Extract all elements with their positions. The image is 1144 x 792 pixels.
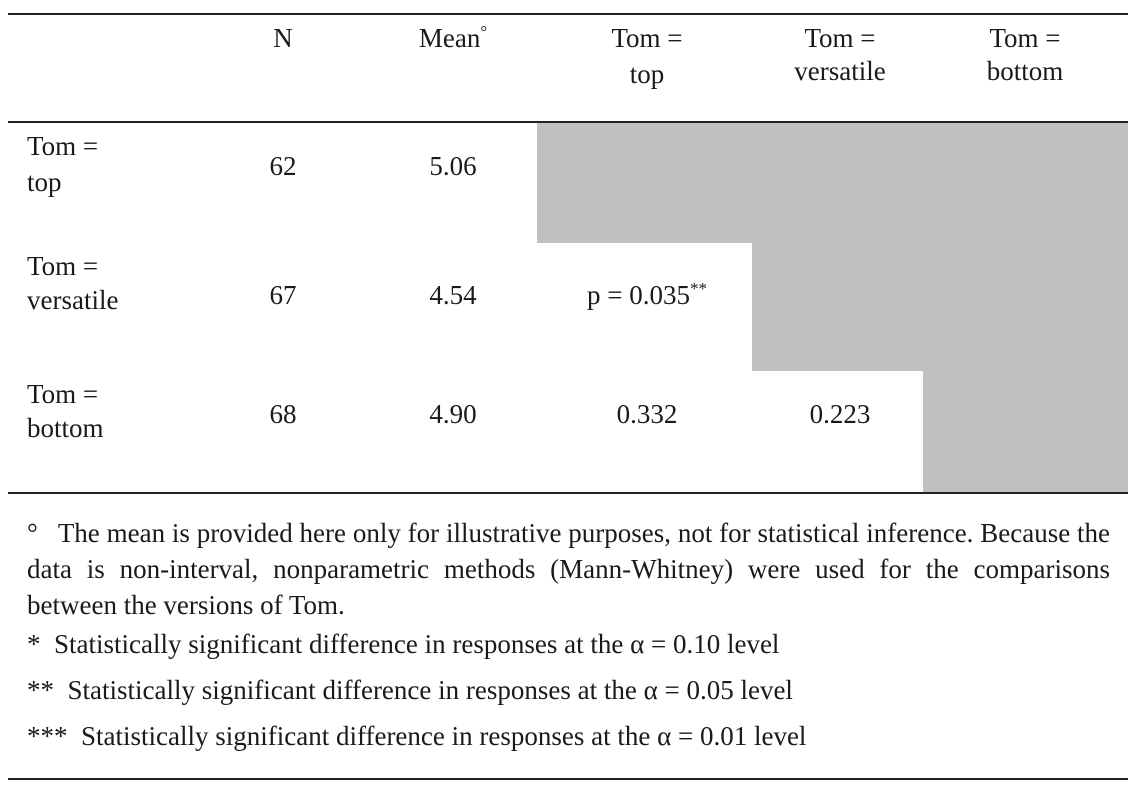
note-significance-001: [27, 718, 806, 754]
note-sig2-mark: **: [27, 675, 54, 705]
note-sig3-text: Statistically significant difference in responses at the α = 0.01 level: [81, 721, 807, 751]
row-label-bottom-line1: Tom =: [27, 379, 99, 409]
header-tom-top-line1: Tom =: [611, 23, 683, 53]
note-significance-005: [27, 672, 793, 708]
row-label-bottom: [27, 376, 104, 446]
note-degree-mark: °: [27, 518, 38, 548]
header-tom-bottom: [945, 20, 1105, 89]
shaded-cells-row-versatile: [752, 243, 1128, 371]
table-bottom-rule: [8, 492, 1128, 494]
header-tom-bottom-line2: bottom: [986, 56, 1064, 86]
note-mean-explanation: [27, 515, 1110, 623]
header-n: [233, 20, 333, 56]
cell-versatile-vs-top-significance-mark: **: [689, 279, 707, 298]
header-mean-degree-mark: °: [480, 22, 488, 41]
row-label-bottom-line2: bottom: [27, 413, 104, 443]
cell-versatile-n: 67: [269, 280, 297, 310]
note-sig2-text: Statistically significant difference in responses at the α = 0.05 level: [67, 675, 793, 705]
cell-bottom-vs-versatile: 0.223: [809, 399, 871, 429]
row-label-versatile-line2: versatile: [27, 285, 119, 315]
row-label-top-line2: top: [27, 167, 62, 197]
cell-top-n: 62: [269, 151, 297, 181]
cell-bottom-mean: 4.90: [429, 399, 477, 429]
header-tom-top: [567, 20, 727, 92]
header-tom-bottom-line1: Tom =: [989, 23, 1061, 53]
cell-bottom-vs-top: 0.332: [616, 399, 678, 429]
cell-versatile-vs-top-value: p = 0.035: [587, 280, 690, 310]
row-label-top-line1: Tom =: [27, 131, 99, 161]
notes-bottom-rule: [8, 778, 1128, 780]
header-mean: [383, 20, 523, 56]
shaded-cells-row-top: [537, 123, 1128, 243]
note-sig1-mark: *: [27, 629, 41, 659]
note-significance-010: [27, 626, 779, 662]
header-tom-versatile-line2: versatile: [794, 56, 886, 86]
header-tom-versatile: [760, 20, 920, 89]
header-mean-label: Mean: [418, 23, 481, 53]
note-degree-text: The mean is provided here only for illustrative purposes, not for statistical inference. Because the data is non-interval, nonparametric methods (Mann-Whitney) were used for the comparisons between the versions of Tom.: [27, 518, 1111, 620]
header-tom-top-line2: top: [629, 59, 665, 89]
cell-versatile-mean: 4.54: [429, 280, 477, 310]
top-rule: [8, 13, 1128, 15]
header-tom-versatile-line1: Tom =: [804, 23, 876, 53]
cell-bottom-n: 68: [269, 399, 297, 429]
row-label-top: [27, 128, 98, 200]
cell-versatile-vs-top: [547, 277, 747, 313]
header-n-label: N: [273, 23, 293, 53]
note-sig3-mark: ***: [27, 721, 68, 751]
shaded-cell-row-bottom: [923, 371, 1128, 492]
row-label-versatile-line1: Tom =: [27, 251, 99, 281]
note-sig1-text: Statistically significant difference in responses at the α = 0.10 level: [54, 629, 780, 659]
cell-top-mean: 5.06: [429, 151, 477, 181]
row-label-versatile: [27, 248, 118, 318]
